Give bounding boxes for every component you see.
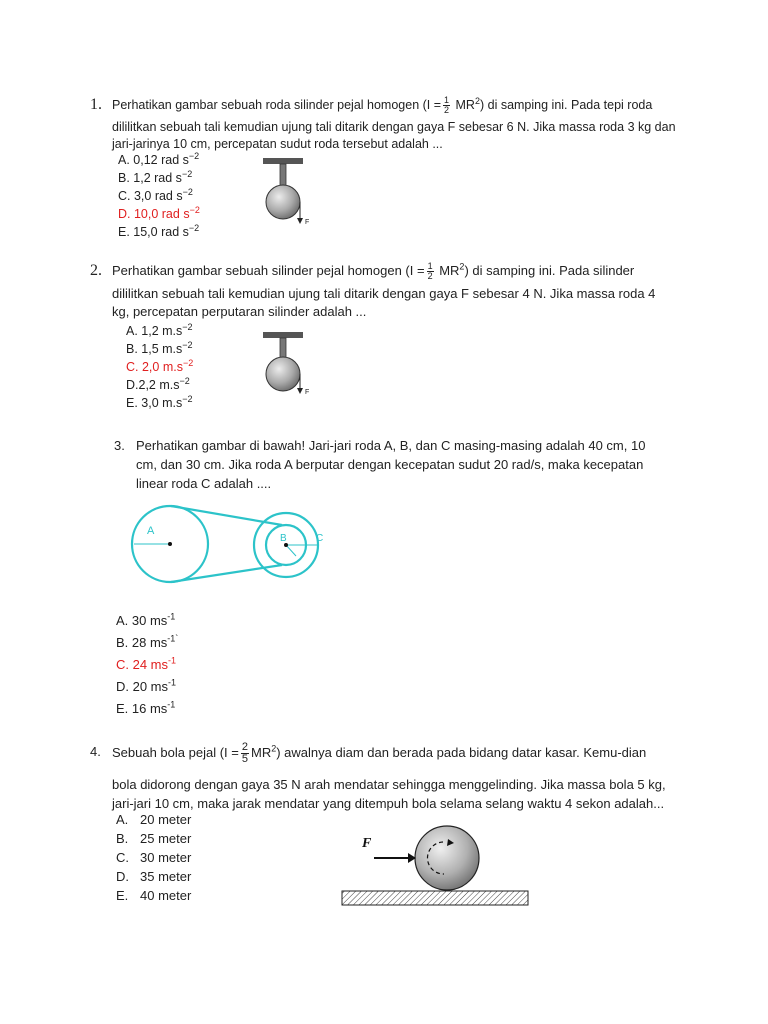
q4-ball-figure	[340, 816, 532, 910]
q1-option-a-label: A. 0,12 rad s	[118, 153, 189, 167]
q3-line3: linear roda C adalah ....	[136, 476, 272, 491]
q1-option-e[interactable]	[118, 223, 200, 241]
q4-options	[116, 810, 191, 905]
q1-option-d[interactable]	[118, 205, 200, 223]
q2-sup-two: 2	[459, 261, 465, 272]
q2-frac-num: 1	[427, 261, 433, 272]
q2-option-a-label: A. 1,2 m.s	[126, 324, 183, 338]
q1-ceiling	[263, 158, 303, 164]
q2-line2: dililitkan sebuah tali kemudian ujung tali ditarik dengan gaya F sebesar 4 N. Jika massa roda 4	[112, 286, 656, 301]
q1-text-b: MR	[452, 98, 475, 112]
q4-option-b-value: 25 meter	[140, 831, 192, 846]
q2-line3: kg, percepatan perputaran silinder adalah ...	[112, 304, 367, 319]
q3-option-e-label: E. 16 ms	[116, 701, 168, 716]
q2-option-c-label: C. 2,0 m.s	[126, 360, 183, 374]
q3-line1: Perhatikan gambar di bawah! Jari-jari roda A, B, dan C masing-masing adalah 40 cm, 10	[136, 438, 646, 453]
label-b: B	[280, 533, 287, 544]
q4-option-e[interactable]	[116, 886, 191, 905]
q1-option-e-label: E. 15,0 rad s	[118, 225, 189, 239]
q4-option-a-label: A.	[116, 812, 129, 827]
q4-frac-den: 5	[241, 753, 248, 765]
q1-option-b-label: B. 1,2 rad s	[118, 171, 182, 185]
q1-frac-num: 1	[444, 95, 450, 106]
q1-line3: jari-jarinya 10 cm, percepatan sudut roda tersebut adalah ...	[112, 137, 443, 151]
q2-force-label: F	[305, 389, 310, 396]
q1-frac-den: 2	[444, 105, 450, 116]
q2-cylinder	[266, 357, 300, 391]
q2-option-a[interactable]	[126, 322, 193, 340]
q1-options	[118, 151, 200, 241]
q4-force-label: F	[362, 836, 372, 851]
q4-option-d-label: D.	[116, 869, 129, 884]
q2-frac-den: 2	[427, 271, 433, 282]
q3-option-a[interactable]	[116, 610, 178, 632]
q4-fraction	[241, 742, 249, 765]
q3-option-b-label: B. 28 ms	[116, 635, 168, 650]
q4-option-c-value: 30 meter	[140, 850, 192, 865]
q1-cylinder	[266, 185, 300, 219]
q4-sup-two: 2	[271, 743, 277, 754]
q1-option-b[interactable]	[118, 169, 200, 187]
q1-fraction	[443, 96, 450, 115]
q2-option-b-label: B. 1,5 m.s	[126, 342, 183, 356]
q1-option-d-sup: −2	[189, 204, 200, 215]
q4-option-b-label: B.	[116, 831, 129, 846]
q2-option-d-sup: −2	[179, 375, 190, 386]
q3-option-a-sup: -1	[167, 611, 176, 622]
q1-text-a: Perhatikan gambar sebuah roda silinder pejal homogen (I =	[112, 98, 442, 112]
q3-options	[116, 610, 178, 720]
q4-option-c[interactable]	[116, 848, 191, 867]
q4-option-d[interactable]	[116, 867, 191, 886]
q1-axle	[280, 164, 286, 188]
q1-sup-two: 2	[474, 95, 480, 106]
q3-option-b-sup: -1`	[167, 633, 179, 644]
q2-cylinder-figure	[262, 332, 322, 406]
q3-option-c-sup: -1	[168, 655, 177, 666]
q2-option-d-label: D.2,2 m.s	[126, 378, 180, 392]
label-c: C	[316, 533, 324, 544]
q4-text-a: Sebuah bola pejal (I =	[112, 744, 239, 760]
q1-force-label: F	[305, 219, 310, 226]
q4-line1	[112, 742, 646, 765]
q3-option-c[interactable]	[116, 654, 178, 676]
q2-option-b[interactable]	[126, 340, 193, 358]
q2-option-e-label: E. 3,0 m.s	[126, 396, 183, 410]
ball	[415, 826, 479, 890]
q3-option-e[interactable]	[116, 698, 178, 720]
q2-line1	[112, 261, 634, 281]
q4-option-c-label: C.	[116, 850, 129, 865]
q3-line2: cm, dan 30 cm. Jika roda A berputar dengan kecepatan sudut 20 rad/s, maka kecepatan	[136, 457, 644, 472]
q3-option-d-label: D. 20 ms	[116, 679, 169, 694]
label-a: A	[147, 525, 155, 537]
q1-option-b-sup: −2	[181, 168, 193, 179]
center-a	[168, 542, 172, 546]
q4-number: 4.	[90, 744, 101, 759]
q2-option-e[interactable]	[126, 394, 193, 412]
q1-option-e-sup: −2	[188, 222, 200, 233]
q1-arrow-icon	[297, 218, 303, 224]
q1-option-a[interactable]	[118, 151, 200, 169]
q2-option-e-sup: −2	[182, 393, 193, 404]
q4-option-a[interactable]	[116, 810, 191, 829]
q4-line3: jari-jari 10 cm, maka jarak mendatar yang ditempuh bola selama selang waktu 4 sekon adalah...	[112, 796, 665, 811]
q1-cylinder-figure	[262, 158, 322, 232]
q3-option-e-sup: -1	[167, 699, 176, 710]
q2-text-a: Perhatikan gambar sebuah silinder pejal homogen (I =	[112, 263, 425, 278]
q1-number: 1.	[90, 96, 102, 113]
q4-option-b[interactable]	[116, 829, 191, 848]
q4-option-e-label: E.	[116, 888, 129, 903]
q3-option-b[interactable]	[116, 632, 178, 654]
q4-frac-num: 2	[241, 741, 248, 753]
q1-line1	[112, 95, 652, 115]
radius-b	[286, 545, 296, 556]
q4-text-b: MR	[250, 744, 272, 760]
q3-option-a-label: A. 30 ms	[116, 613, 168, 628]
q1-line2: dililitkan sebuah tali kemudian ujung tali ditarik dengan gaya F sebesar 6 N. Jika massa roda 3 kg dan	[112, 120, 676, 134]
q2-text-c: ) di samping ini. Pada silinder	[464, 263, 635, 278]
q2-options	[126, 322, 193, 412]
q4-line2: bola didorong dengan gaya 35 N arah mendatar sehingga menggelinding. Jika massa bola 5 kg,	[112, 777, 666, 792]
q1-option-c-sup: −2	[182, 186, 193, 197]
belt-bottom	[171, 565, 282, 582]
q1-option-c-label: C. 3,0 rad s	[118, 189, 183, 203]
q2-fraction	[427, 262, 434, 281]
q3-option-c-label: C. 24 ms	[116, 657, 169, 672]
q1-option-a-sup: −2	[188, 150, 200, 161]
q2-text-b: MR	[435, 263, 460, 278]
q2-option-c-sup: −2	[182, 357, 194, 368]
q4-option-a-value: 20 meter	[140, 812, 192, 827]
q3-option-d-sup: -1	[168, 677, 177, 688]
belt-top	[171, 506, 282, 525]
q2-option-a-sup: −2	[182, 321, 193, 332]
q2-option-d[interactable]	[126, 376, 193, 394]
q2-arrow-icon	[297, 388, 303, 394]
q3-option-d[interactable]	[116, 676, 178, 698]
q2-option-b-sup: −2	[182, 339, 193, 350]
q1-option-d-label: D. 10,0 rad s	[118, 207, 190, 221]
q4-text-c: ) awalnya diam dan berada pada bidang datar kasar. Kemu-dian	[276, 744, 647, 760]
q2-ceiling	[263, 332, 303, 338]
q2-number: 2.	[90, 262, 102, 279]
q1-text-c: ) di samping ini. Pada tepi roda	[479, 98, 653, 112]
q4-option-d-value: 35 meter	[140, 869, 192, 884]
q3-wheels-figure	[128, 500, 338, 590]
q2-option-c[interactable]	[126, 358, 193, 376]
q3-number: 3.	[114, 438, 125, 453]
ground	[342, 891, 528, 905]
q1-option-c[interactable]	[118, 187, 200, 205]
q4-option-e-value: 40 meter	[140, 888, 192, 903]
